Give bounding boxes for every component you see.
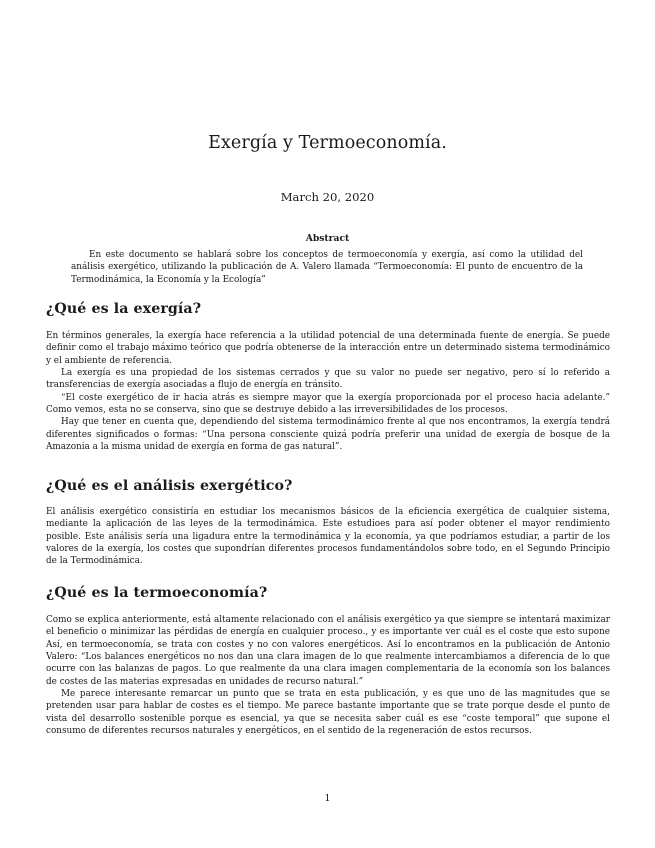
document-title: Exergía y Termoeconomía. [208, 133, 447, 153]
section-body-termoeconomia [46, 614, 610, 737]
paragraph: Como se explica anteriormente, está altamente relacionado con el análisis exergético ya que siempre se intentará maximizar el beneficio o minimizar las pérdidas de energía en cualquier proceso., y es importante ver cuál es el coste que esto supone Así, en termoeconomía, se trata con costes y no con valores energéticos. Así lo encontramos en la publicación de Antonio Valero: “Los balances energéticos no nos dan una clara imagen de lo que realmente intercambiamos a diferencia de lo que ocurre con las balanzas de pagos. Lo que realmente da una clara imagen complementaria de la economía son los balances de costes de las materias expresadas en unidades de recurso natural.” [46, 615, 610, 687]
document-date: March 20, 2020 [280, 190, 375, 204]
section-heading-analisis: ¿Qué es el análisis exergético? [46, 478, 293, 494]
paragraph: La exergía es una propiedad de los sistemas cerrados y que su valor no puede ser negativo, pero sí lo referido a transferencias de exergía asociadas a flujo de energía en tránsito. [46, 368, 610, 391]
paragraph: En términos generales, la exergía hace referencia a la utilidad potencial de una determinada fuente de energía. Se puede definir como el trabajo máximo teórico que podría obtenerse de la interacción entre un determinado sistema termodinámico y el ambiente de referencia. [46, 331, 610, 366]
paragraph: Hay que tener en cuenta que, dependiendo del sistema termodinámico frente al que nos encontramos, la exergía tendrá diferentes significados o formas: “Una persona consciente quizá podría preferir una unidad de exergía de bosque de la Amazonia a la misma unidad de exergía en forma de gas natural”. [46, 417, 610, 453]
section-heading-exergia: ¿Qué es la exergía? [46, 301, 202, 317]
paragraph: El análisis exergético consistiría en estudiar los mecanismos básicos de la eficiencia exergética de cualquier sistema, mediante la aplicación de las leyes de la termodinámica. Este estudioes para así poder obtener el mayor rendimiento posible. Este análisis sería una ligadura entre la termodinámica y la economía, ya que podríamos estudiar, a partir de los valores de la exergía, los costes que supondrían diferentes procesos fundamentándolos sobre todo, en el Segundo Principio de la Termodinámica. [46, 507, 610, 567]
abstract-text: En este documento se hablará sobre los conceptos de termoeconomía y exergía, así como la utilidad del análisis exergético, utilizando la publicación de A. Valero llamada “Termoeconomía: El punto de encuentro de la Termodinámica, la Economía y la Ecología” [71, 250, 583, 285]
paragraph: Me parece interesante remarcar un punto que se trata en esta publicación, y es que uno de las magnitudes que se pretenden usar para hablar de costes es el tiempo. Me parece bastante importante que se trate porque desde el punto de vista del desarrollo sostenible porque es esencial, ya que se necesita saber cuál es ese “coste temporal” que supone el consumo de diferentes recursos naturales y energéticos, en el sentido de la regeneración de estos recursos. [46, 689, 610, 737]
paragraph: “El coste exergético de ir hacia atrás es siempre mayor que la exergía proporcionada por el proceso hacia adelante.” Como vemos, esta no se conserva, sino que se destruye debido a las irreversibilidades de los procesos. [46, 392, 610, 416]
abstract-heading: Abstract [305, 233, 350, 244]
section-body-analisis [46, 506, 610, 568]
section-heading-termoeconomia: ¿Qué es la termoeconomía? [46, 585, 268, 601]
page-number: 1 [324, 793, 331, 804]
section-body-exergia [46, 330, 610, 453]
